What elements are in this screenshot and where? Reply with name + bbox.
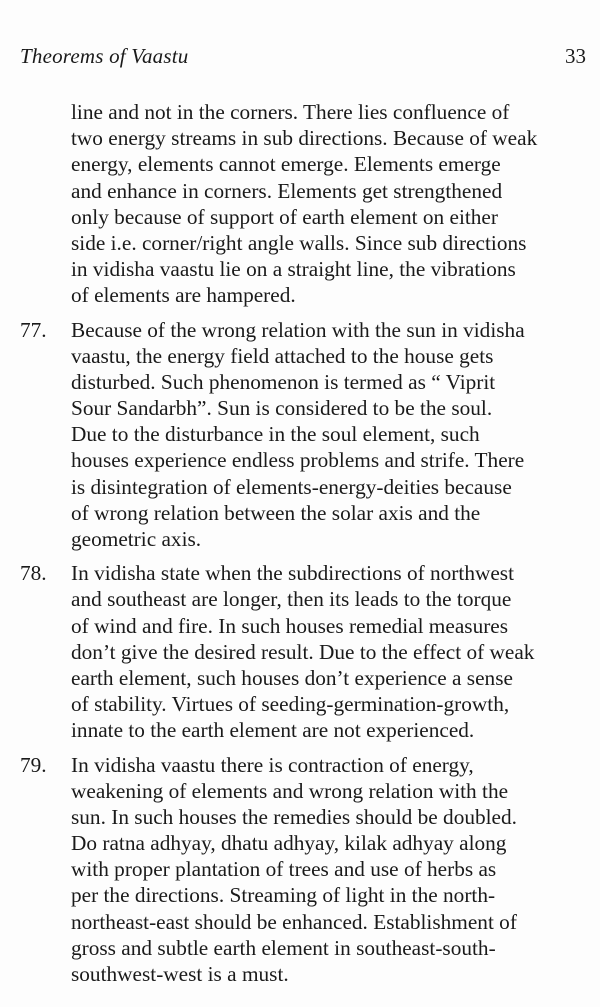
numbered-item-78 xyxy=(20,560,586,743)
text-line: is disintegration of elements-energy-deities because xyxy=(71,474,512,499)
text-line: energy, elements cannot emerge. Elements emerge xyxy=(71,152,501,177)
text-line: don’t give the desired result. Due to the effect of weak xyxy=(71,639,535,664)
text-line: Sour Sandarbh”. Sun is considered to be the soul. xyxy=(71,396,493,421)
text-line: geometric axis. xyxy=(71,527,202,551)
text-line: vaastu, the energy field attached to the house gets xyxy=(71,343,494,368)
text-line: earth element, such houses don’t experience a sense xyxy=(71,665,513,690)
text-line: of wrong relation between the solar axis and the xyxy=(71,500,481,525)
running-title: Theorems of Vaastu xyxy=(20,44,189,68)
text-line: In vidisha vaastu there is contraction of energy, xyxy=(71,752,474,777)
text-line: In vidisha state when the subdirections of northwest xyxy=(71,561,515,586)
text-line: disturbed. Such phenomenon is termed as “ Viprit xyxy=(71,369,496,394)
text-line: only because of support of earth element on either xyxy=(71,204,498,229)
numbered-item-79 xyxy=(20,752,586,988)
text-line: of elements are hampered. xyxy=(71,283,296,308)
numbered-item-77 xyxy=(20,317,586,553)
item-number: 77. xyxy=(20,317,47,342)
text-line: innate to the earth element are not experienced. xyxy=(71,718,475,743)
text-line: side i.e. corner/right angle walls. Since sub directions xyxy=(71,230,527,255)
text-line: gross and subtle earth element in southeast-south- xyxy=(71,935,496,960)
text-line: and enhance in corners. Elements get strengthened xyxy=(71,178,503,203)
body-text xyxy=(20,99,586,995)
continued-paragraph xyxy=(20,99,586,309)
item-number: 79. xyxy=(20,752,47,777)
text-line: southwest-west is a must. xyxy=(71,962,289,986)
page-number: 33 xyxy=(565,44,586,68)
item-number: 78. xyxy=(20,561,47,586)
text-line: Because of the wrong relation with the sun in vidisha xyxy=(71,317,525,342)
text-line: houses experience endless problems and strife. There xyxy=(71,448,525,473)
text-line: of stability. Virtues of seeding-germination-growth, xyxy=(71,692,510,717)
running-header xyxy=(20,44,586,74)
text-line: line and not in the corners. There lies confluence of xyxy=(71,100,510,124)
text-line: per the directions. Streaming of light in the north- xyxy=(71,883,496,908)
text-line: two energy streams in sub directions. Because of weak xyxy=(71,126,538,151)
text-line: and southeast are longer, then its leads to the torque xyxy=(71,587,512,612)
text-line: with proper plantation of trees and use of herbs as xyxy=(71,857,497,882)
text-line: northeast-east should be enhanced. Establishment of xyxy=(71,909,517,934)
text-line: Due to the disturbance in the soul element, such xyxy=(71,422,480,447)
text-line: sun. In such houses the remedies should be doubled. xyxy=(71,804,517,829)
text-line: Do ratna adhyay, dhatu adhyay, kilak adhyay along xyxy=(71,831,507,856)
text-line: of wind and fire. In such houses remedial measures xyxy=(71,613,509,638)
text-line: in vidisha vaastu lie on a straight line, the vibrations xyxy=(71,257,516,282)
text-line: weakening of elements and wrong relation with the xyxy=(71,778,509,803)
